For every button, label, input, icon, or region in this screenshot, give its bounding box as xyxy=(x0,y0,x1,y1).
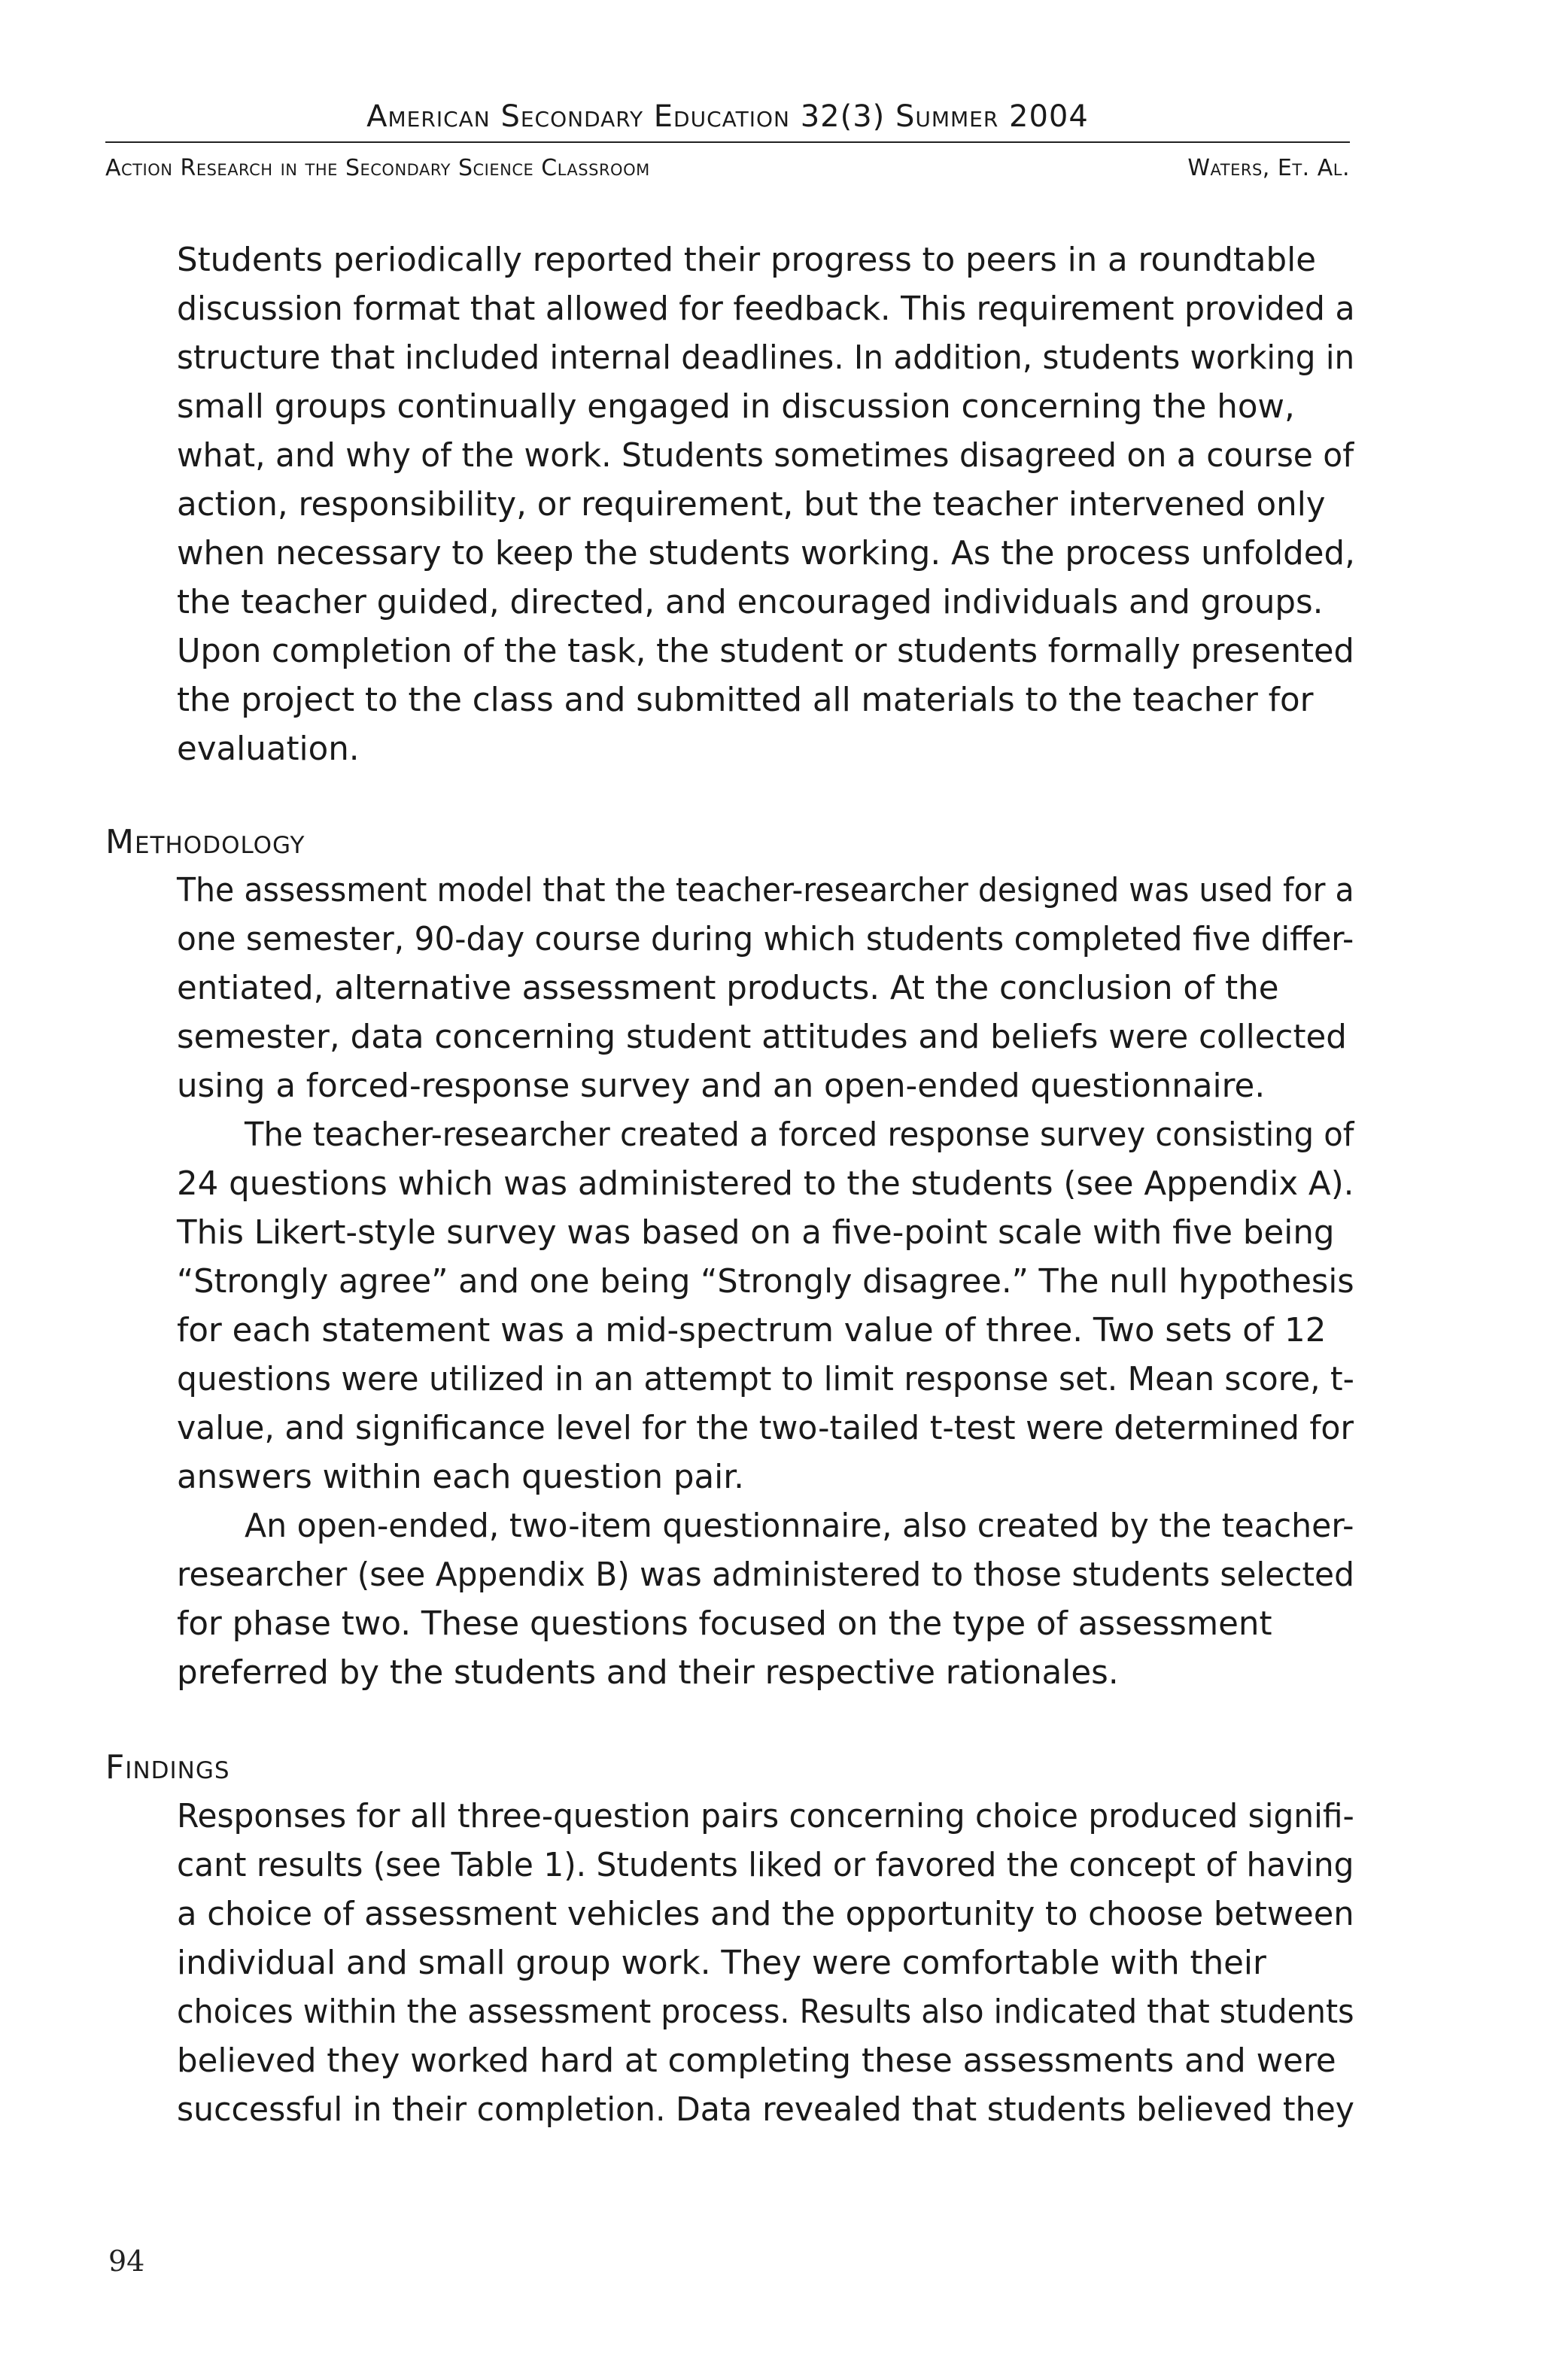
text-line: for phase two. These questions focused on the type of assessment xyxy=(177,1605,1272,1643)
text-line: entiated, alternative assessment products. At the conclusion of the xyxy=(177,970,1279,1007)
text-line: structure that included internal deadlines. In addition, students working in xyxy=(177,339,1355,377)
text-line: 24 questions which was administered to the students (see Appendix A). xyxy=(177,1165,1354,1203)
text-line: Students periodically reported their progress to peers in a roundtable xyxy=(177,241,1317,279)
author-names: Waters, Et. Al. xyxy=(1187,155,1350,181)
text-line: what, and why of the work. Students sometimes disagreed on a course of xyxy=(177,437,1354,475)
page-number: 94 xyxy=(108,2245,145,2278)
text-line: choices within the assessment process. Results also indicated that students xyxy=(177,1993,1354,2031)
text-line: evaluation. xyxy=(177,730,360,768)
text-line: questions were utilized in an attempt to limit response set. Mean score, t- xyxy=(177,1361,1354,1398)
journal-title: American Secondary Education 32(3) Summer 2004 xyxy=(366,99,1089,134)
text-line: when necessary to keep the students working. As the process unfolded, xyxy=(177,535,1355,572)
running-title: Action Research in the Secondary Science Classroom xyxy=(105,155,650,181)
text-line: This Likert-style survey was based on a five-point scale with five being xyxy=(177,1214,1335,1252)
text-line: value, and significance level for the two-tailed t-test were determined for xyxy=(177,1410,1354,1447)
header-rule xyxy=(105,141,1350,143)
text-line: believed they worked hard at completing these assessments and were xyxy=(177,2042,1336,2080)
text-line: The teacher-researcher created a forced response survey consisting of xyxy=(245,1116,1354,1154)
text-line: Upon completion of the task, the student or students formally presented xyxy=(177,633,1354,670)
text-line: small groups continually engaged in discussion concerning the how, xyxy=(177,388,1295,426)
text-line: cant results (see Table 1). Students liked or favored the concept of having xyxy=(177,1847,1354,1884)
text-line: the teacher guided, directed, and encouraged individuals and groups. xyxy=(177,584,1324,621)
text-line: semester, data concerning student attitudes and beliefs were collected xyxy=(177,1018,1347,1056)
text-line: action, responsibility, or requirement, but the teacher intervened only xyxy=(177,486,1326,524)
text-line: answers within each question pair. xyxy=(177,1459,744,1496)
text-line: one semester, 90-day course during which students completed five differ- xyxy=(177,921,1354,958)
text-line: a choice of assessment vehicles and the opportunity to choose between xyxy=(177,1896,1354,1933)
text-line: the project to the class and submitted all materials to the teacher for xyxy=(177,682,1314,719)
text-line: for each statement was a mid-spectrum value of three. Two sets of 12 xyxy=(177,1312,1327,1349)
text-line: discussion format that allowed for feedback. This requirement provided a xyxy=(177,290,1355,328)
text-line: successful in their completion. Data revealed that students believed they xyxy=(177,2091,1354,2129)
methodology-heading: Methodology xyxy=(105,823,305,861)
text-line: An open-ended, two-item questionnaire, also created by the teacher- xyxy=(245,1507,1354,1545)
text-line: “Strongly agree” and one being “Strongly disagree.” The null hypothesis xyxy=(177,1263,1354,1301)
text-line: researcher (see Appendix B) was administered to those students selected xyxy=(177,1556,1354,1594)
text-line: individual and small group work. They were comfortable with their xyxy=(177,1944,1266,1982)
text-line: preferred by the students and their respective rationales. xyxy=(177,1654,1119,1692)
text-line: The assessment model that the teacher-researcher designed was used for a xyxy=(177,872,1354,909)
text-line: Responses for all three-question pairs concerning choice produced signifi- xyxy=(177,1798,1354,1835)
findings-heading: Findings xyxy=(105,1748,230,1787)
text-line: using a forced-response survey and an open-ended questionnaire. xyxy=(177,1067,1266,1105)
